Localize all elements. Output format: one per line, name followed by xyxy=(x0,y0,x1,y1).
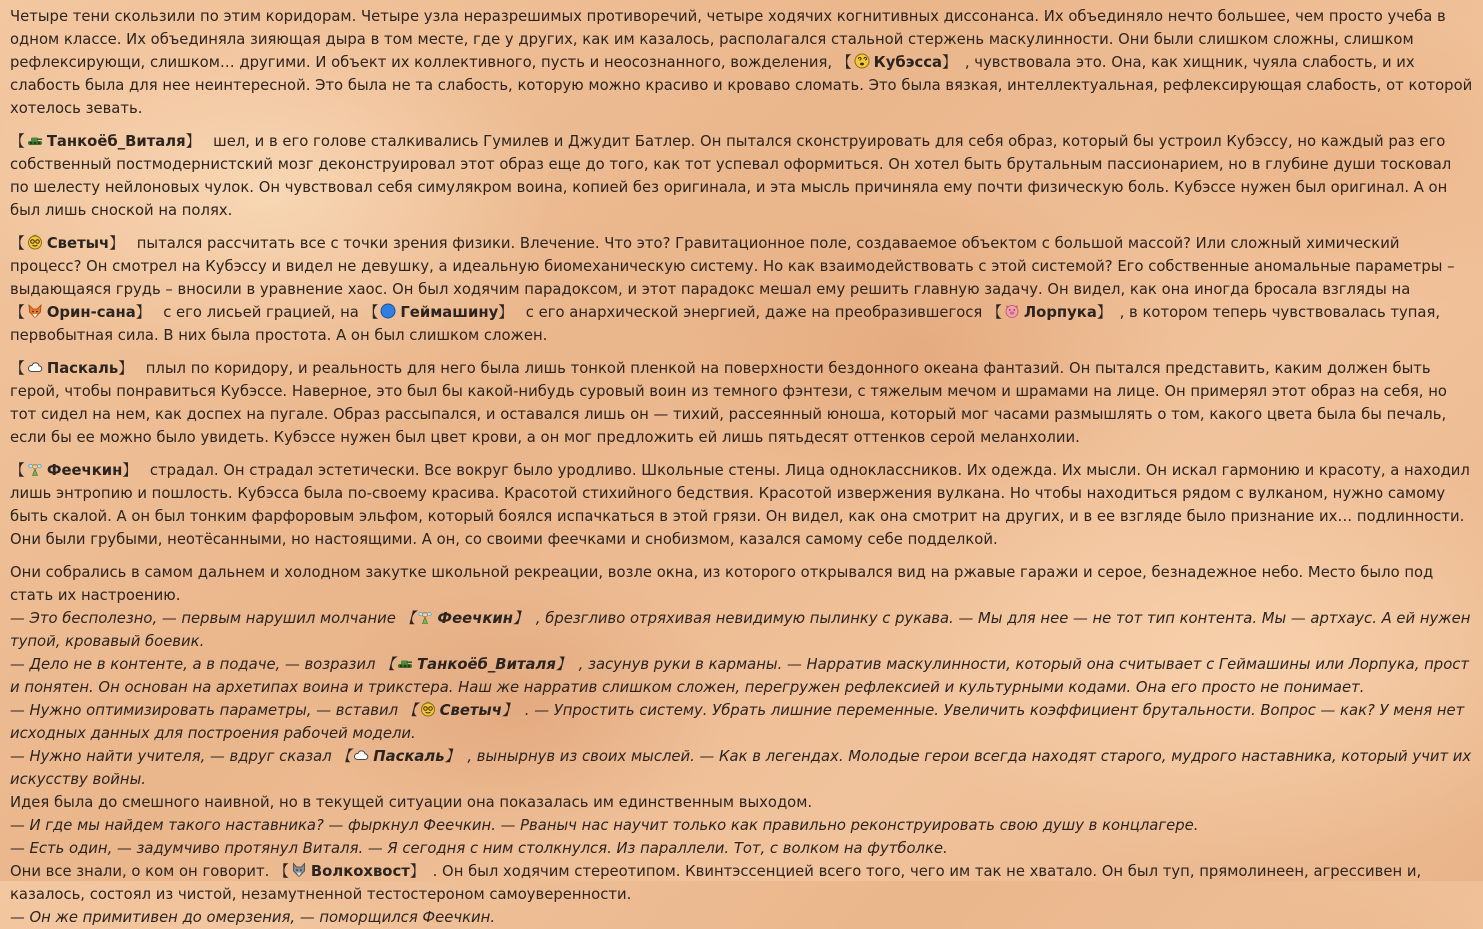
mention-kubessa[interactable]: 【 Кубэсса】 xyxy=(836,54,957,71)
mention-orin-sana[interactable]: 【 Орин-сана】 xyxy=(10,304,151,321)
dialogue-line: — Есть один, — задумчиво протянул Виталя. — Я сегодня с ним столкнулся. Из параллели. Тот, с волком на футболке. xyxy=(10,840,948,857)
dialogue-line: — И где мы найдем такого наставника? — фыркнул Феечкин. — Рваныч нас научит только как правильно реконструировать свою душу в концлагере. xyxy=(10,817,1199,834)
dialogue-line: — Нужно оптимизировать параметры, — вставил 【 Светыч】 . — Упростить систему. Убрать лишние переменные. Увеличить коэффициент брутальности. Вопрос — как? У меня нет исходных данных для построения рабочей модели. xyxy=(10,702,1465,742)
mention-geimashinu[interactable]: 【 Геймашину】 xyxy=(363,304,514,321)
mention-paskal[interactable]: 【 Паскаль】 xyxy=(10,360,133,377)
mention-paskal-2[interactable]: 【 Паскаль】 xyxy=(336,748,460,765)
mention-lorpuka[interactable]: 【 Лорпука】 xyxy=(987,304,1112,321)
dialogue-line: — Дело не в контенте, а в подаче, — возразил 【 Танкоёб_Виталя】 , засунув руки в карманы. — Нарратив маскулинности, который она считывает с Геймашины или Лорпука, прост и понятен. Он основан на архетипах воина и трикстера. Наш же нарратив слишком сложен, перегружен рефлексией и культурными кодами. Она его просто не понимает. xyxy=(10,656,1470,696)
mention-feechkin[interactable]: 【 Феечкин】 xyxy=(10,462,138,479)
pig-face-icon xyxy=(1004,303,1020,319)
paragraph-feechkin: 【 Феечкин】 страдал. Он страдал эстетически. Все вокруг было уродливо. Школьные стены. Лица одноклассников. Их одежда. Их мысли. Он искал гармонию и красоту, а находил лишь энтропию и пошлость. Кубэсса была по-своему красива. Красотой стихийного бедствия. Красотой извержения вулкана. Но чтобы находиться рядом с вулканом, нужно самому быть скалой. А он был тонким фарфоровым эльфом, который боялся испачкаться в этой грязи. Он видел, как она смотрит на других, и в ее взгляде было признание их… подлинности. Они были грубыми, неотёсанными, но настоящими. А он, со своими феечками и снобизмом, казался самому себе подделкой. xyxy=(10,462,1470,548)
fairy-icon xyxy=(417,609,433,625)
mention-svetych-2[interactable]: 【 Светыч】 xyxy=(402,702,517,719)
fairy-icon xyxy=(27,461,43,477)
mention-tankoeb-2[interactable]: 【 Танкоёб_Виталя】 xyxy=(380,656,571,673)
mention-feechkin-2[interactable]: 【 Феечкин】 xyxy=(400,610,528,627)
dizzy-face-icon xyxy=(854,53,870,69)
narration-line: Идея была до смешного наивной, но в текущей ситуации она показалась им единственным выходом. xyxy=(10,794,813,811)
paragraph-scene: Они собрались в самом дальнем и холодном закутке школьной рекреации, возле окна, из которого открывался вид на ржавые гаражи и серое, безнадежное небо. Место было под стать их настроению. xyxy=(10,564,1434,604)
fox-icon xyxy=(27,303,43,319)
blue-circle-icon xyxy=(380,303,396,319)
mention-volkhovst[interactable]: 【 Волкохвост】 xyxy=(274,863,425,880)
wolf-icon xyxy=(291,862,307,878)
tank-icon xyxy=(397,655,413,671)
paragraph-tankoeb: 【 Танкоёб_Виталя】 шел, и в его голове сталкивались Гумилев и Джудит Батлер. Он пытался сконструировать для себя образ, который бы устроил Кубэссу, но каждый раз его собственный постмодернистский мозг деконструировал этот образ еще до того, как тот успевал оформиться. Он хотел быть брутальным пассионарием, но в глубине души тосковал по шелесту нейлоновых чулок. Он чувствовал себя симулякром воина, копией без оригинала, и эта мысль причиняла ему почти физическую боль. Кубэссе нужен был оригинал. А он был лишь сноской на полях. xyxy=(10,133,1452,219)
cloud-icon xyxy=(353,747,369,763)
nerd-face-icon xyxy=(420,701,436,717)
dialogue-line: — Нужно найти учителя, — вдруг сказал 【 Паскаль】 , вынырнув из своих мыслей. — Как в легендах. Молодые герои всегда находят старого, мудрого наставника, который учит их искусству войны. xyxy=(10,748,1472,788)
mention-tankoeb[interactable]: 【 Танкоёб_Виталя】 xyxy=(10,133,201,150)
nerd-face-icon xyxy=(27,234,43,250)
dialogue-line: — Это бесполезно, — первым нарушил молчание 【 Феечкин】 , брезгливо отряхивая невидимую пылинку с рукава. — Мы для нее — не тот тип контента. Мы — артхаус. А ей нужен тупой, кровавый боевик. xyxy=(10,610,1471,650)
paragraph-svetych: 【 Светыч】 пытался рассчитать все с точки зрения физики. Влечение. Что это? Гравитационное поле, создаваемое объектом с большой массой? Или сложный химический процесс? Он смотрел на Кубэссу и видел не девушку, а идеальную биомеханическую систему. Но как взаимодействовать с этой системой? Его собственные аномальные параметры – выдающаяся грудь – вносили в уравнение хаос. Он был ходячим парадоксом, и этот парадокс мешал ему решить главную задачу. Он видел, как она иногда бросала взгляды на 【 Орин-сана】 с его лисьей грацией, на 【 Геймашину】 с его анархической энергией, даже на преобразившегося 【 Лорпука】 , в котором теперь чувствовалась тупая, первобытная сила. В них была простота. А он был слишком сложен. xyxy=(10,235,1455,344)
paragraph-paskal: 【 Паскаль】 плыл по коридору, и реальность для него была лишь тонкой пленкой на поверхности бездонного океана фантазий. Он пытался представить, каким должен быть герой, чтобы понравиться Кубэссе. Наверное, это был бы какой-нибудь суровый воин из темного фэнтези, с тяжелым мечом и шрамами на лице. Он примерял этот образ на себя, но тот сидел на нем, как доспех на пугале. Образ рассыпался, и оставался лишь он — тихий, рассеянный юноша, который мог часами размышлять о том, какого цвета была бы печаль, если бы ее можно было увидеть. Кубэссе нужен был цвет крови, а он мог предложить ей лишь пятьдесят оттенков серой меланхолии. xyxy=(10,360,1447,446)
narration-line: Они все знали, о ком он говорит. 【 Волкохвост】 . Он был ходячим стереотипом. Квинтэссенцией всего того, чего им так не хватало. Он был туп, прямолинеен, агрессивен и, казалось, состоял из чистой, незамутненной тестостероном самоуверенности. xyxy=(10,863,1422,903)
dialogue-line: — Он же примитивен до омерзения, — поморщился Феечкин. xyxy=(10,909,496,926)
mention-svetych[interactable]: 【 Светыч】 xyxy=(10,235,124,252)
cloud-icon xyxy=(27,359,43,375)
tank-icon xyxy=(27,132,43,148)
paragraph-intro: Четыре тени скользили по этим коридорам. Четыре узла неразрешимых противоречий, четыре ходячих когнитивных диссонанса. Их объединяло нечто большее, чем просто учеба в одном классе. Их объединяла зияющая дыра в том месте, где у других, как им казалось, располагался стальной стержень маскулинности. Они были слишком сложны, слишком рефлексирующи, слишком… другими. И объект их коллективного, пусть и неосознанного, вожделения, 【 Кубэсса】 , чувствовала это. Она, как хищник, чуяла слабость, и их слабость была для нее неинтересной. Это была не та слабость, которую можно красиво и кроваво сломать. Это была вязкая, интеллектуальная, рефлексирующая слабость, от которой хотелось зевать. xyxy=(10,8,1473,117)
